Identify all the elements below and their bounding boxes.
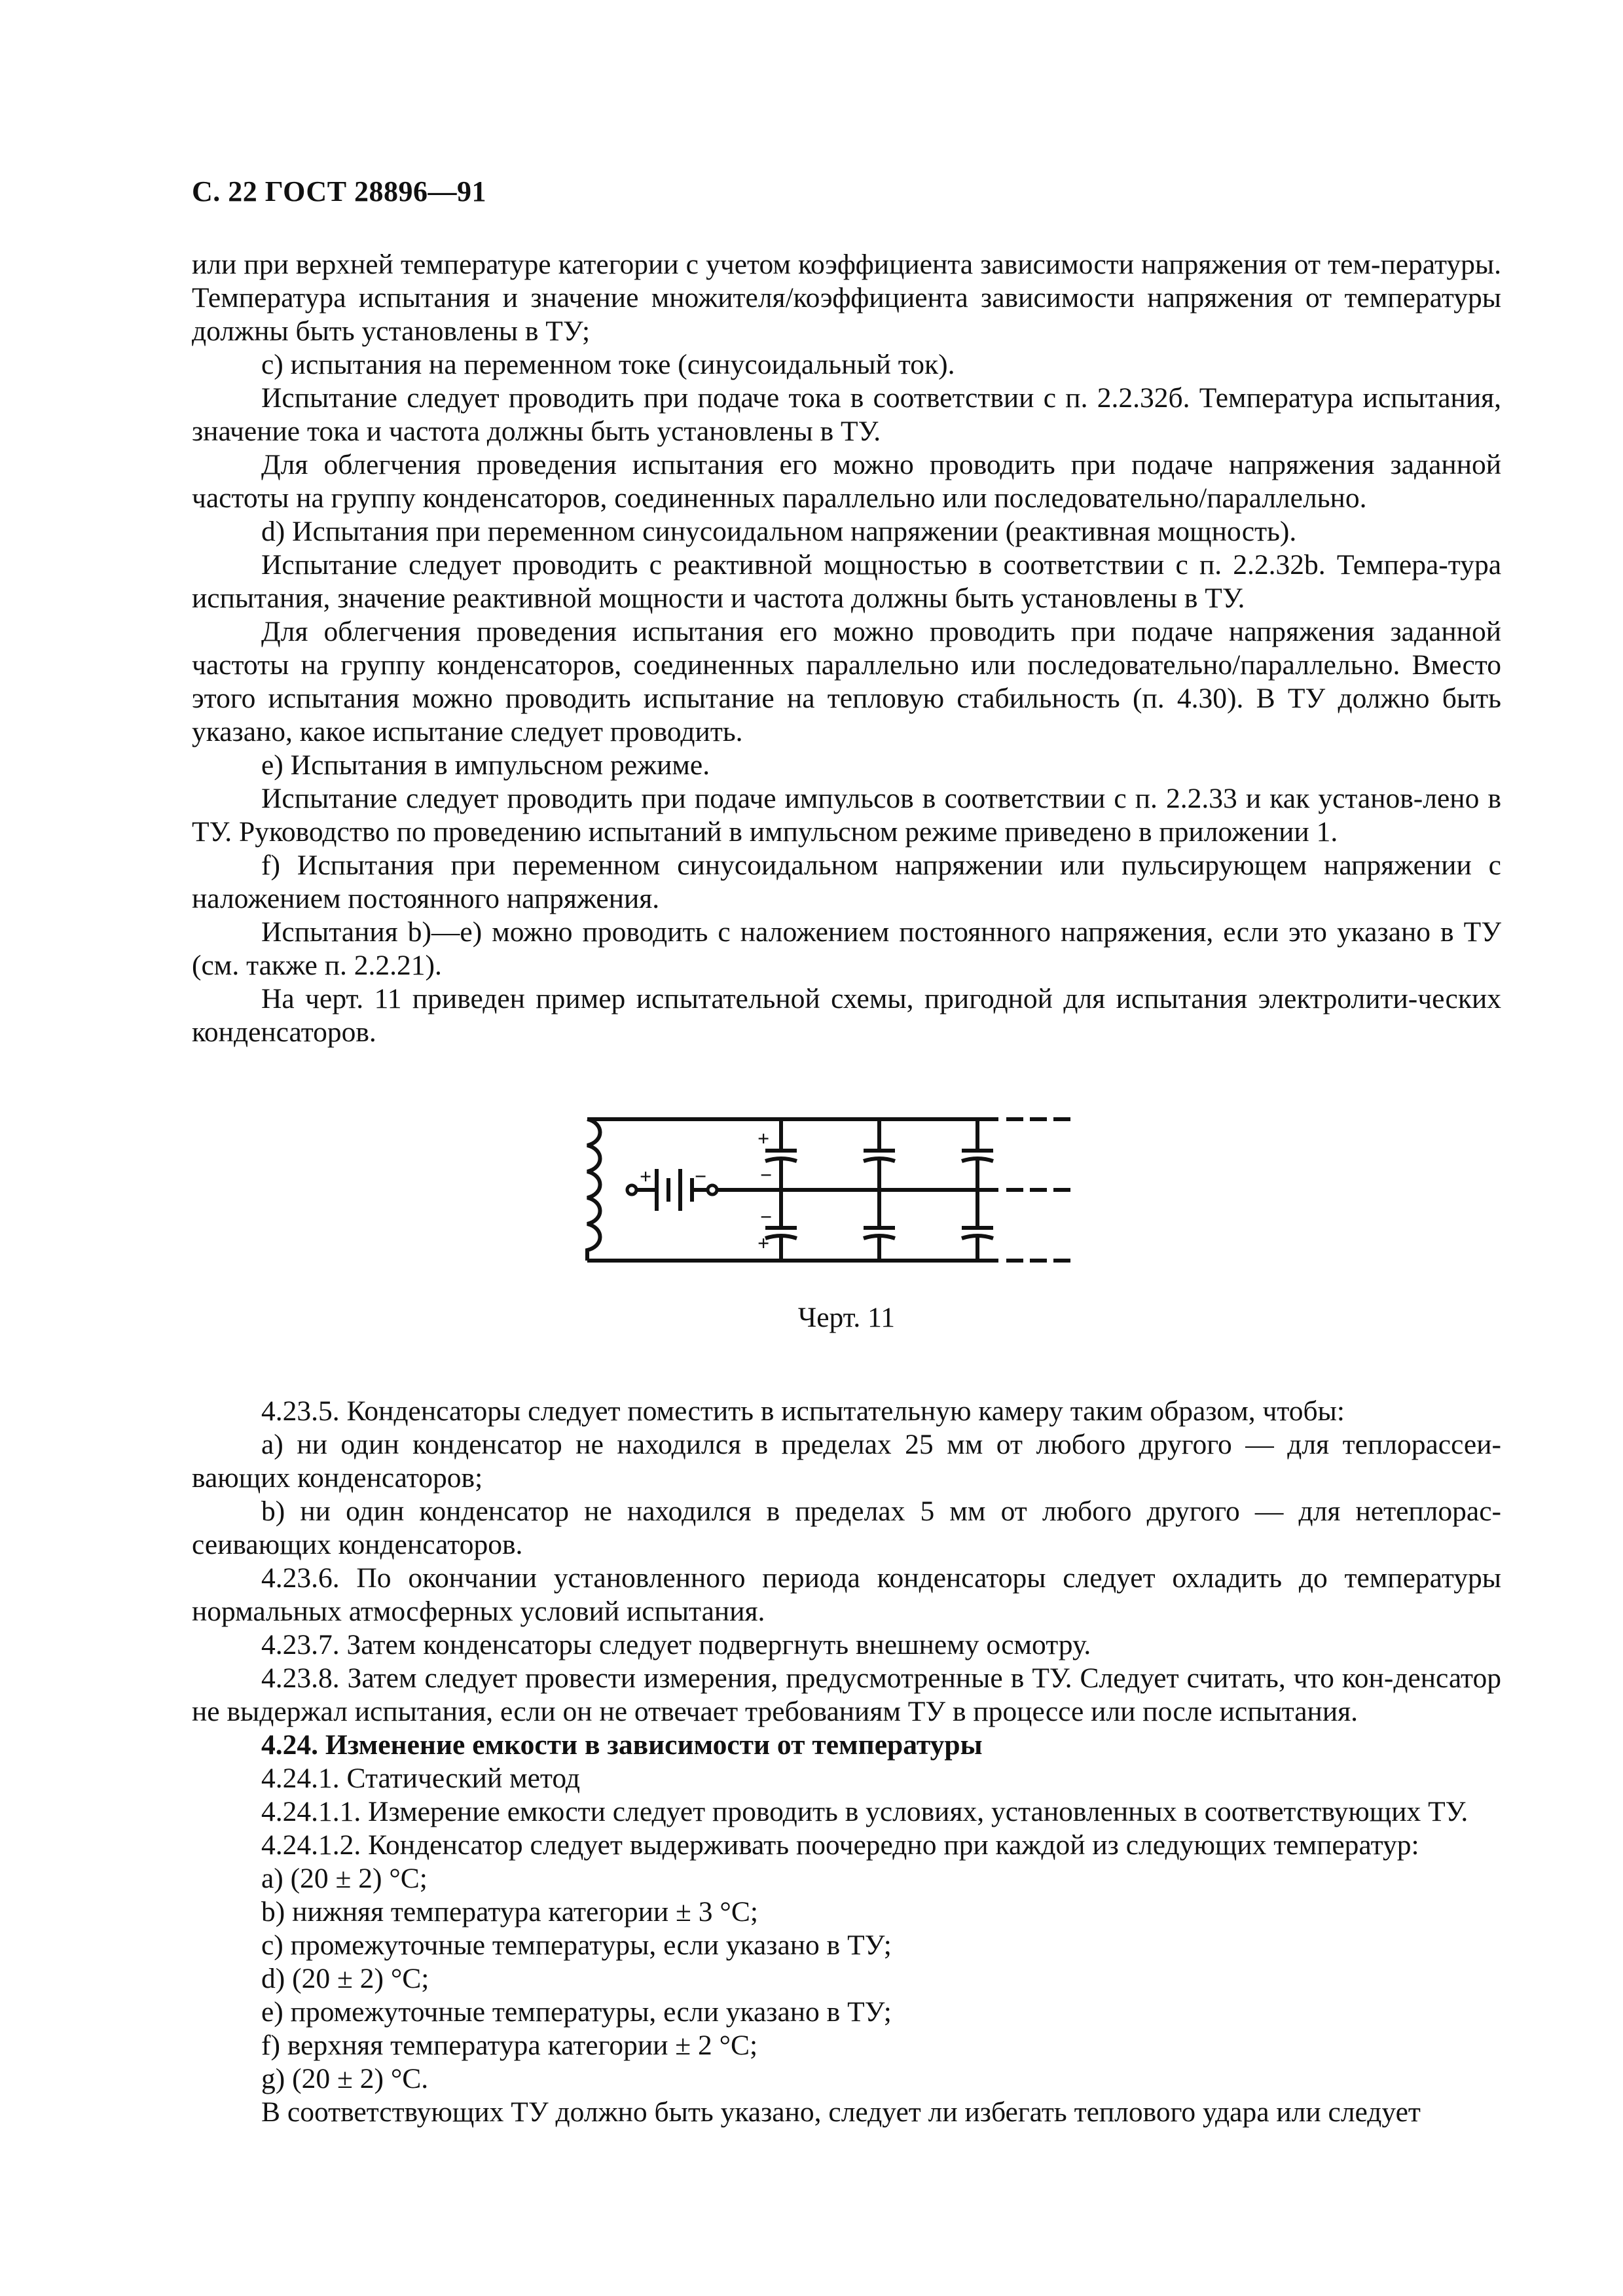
list-item: b) нижняя температура категории ± 3 °С;	[261, 1896, 758, 1928]
paragraph: Испытание следует проводить с реактивной мощностью в соответствии с п. 2.2.32b. Темпера-тура испытания, значение реактивной мощности и частота должны быть установлены в ТУ.	[192, 549, 1501, 614]
list-item: а) (20 ± 2) °С;	[261, 1863, 428, 1894]
paragraph: 4.23.5. Конденсаторы следует поместить в испытательную камеру таким образом, чтобы:	[261, 1395, 1345, 1427]
list-item: g) (20 ± 2) °С.	[261, 2063, 429, 2094]
list-item: d) (20 ± 2) °С;	[261, 1963, 429, 1994]
subsection-heading: 4.24.1. Статический метод	[261, 1763, 580, 1794]
paragraph: d) Испытания при переменном синусоидальном напряжении (реактивная мощность).	[261, 516, 1297, 547]
paragraph: Испытание следует проводить при подаче тока в соответствии с п. 2.2.32б. Температура испытания, значение тока и частота должны быть установлены в ТУ.	[192, 382, 1501, 447]
paragraph: е) Испытания в импульсном режиме.	[261, 749, 710, 781]
figure-11	[192, 1085, 1501, 1301]
paragraph: или при верхней температуре категории с учетом коэффициента зависимости напряжения от тем-пературы. Температура испытания и значение множителя/коэффициента зависимости напряжения от температуры должны быть установлены в ТУ;	[192, 249, 1501, 347]
list-item: с) промежуточные температуры, если указано в ТУ;	[261, 1929, 892, 1961]
paragraph: а) ни один конденсатор не находился в пределах 25 мм от любого другого — для теплорассеи-вающих конденсаторов;	[192, 1429, 1501, 1494]
coil-symbol	[587, 1119, 600, 1261]
polarity-label: −	[760, 1205, 773, 1229]
section-heading: 4.24. Изменение емкости в зависимости от температуры	[261, 1729, 983, 1761]
paragraph: 4.24.1.2. Конденсатор следует выдерживать поочередно при каждой из следующих температур:	[261, 1829, 1419, 1861]
page-header: С. 22 ГОСТ 28896—91	[192, 175, 487, 207]
paragraph: Для облегчения проведения испытания его можно проводить при подаче напряжения заданной частоты на группу конденсаторов, соединенных параллельно или последовательно/параллельно. Вместо этого испытания можно проводить испытание на тепловую стабильность (п. 4.30). В ТУ должно быть указано, какое испытание следует проводить.	[192, 616, 1501, 747]
paragraph: На черт. 11 приведен пример испытательной схемы, пригодной для испытания электролити-ческих конденсаторов.	[192, 983, 1501, 1048]
paragraph: 4.23.7. Затем конденсаторы следует подвергнуть внешнему осмотру.	[261, 1629, 1091, 1660]
polarity-label: +	[757, 1231, 770, 1255]
paragraph: Испытания b)—е) можно проводить с наложением постоянного напряжения, если это указано в ТУ (см. также п. 2.2.21).	[192, 916, 1501, 981]
list-item: е) промежуточные температуры, если указано в ТУ;	[261, 1996, 892, 2028]
paragraph: 4.24.1.1. Измерение емкости следует проводить в условиях, установленных в соответствующих ТУ.	[261, 1796, 1468, 1827]
polarity-label: −	[760, 1163, 773, 1187]
paragraph: f) Испытания при переменном синусоидальном напряжении или пульсирующем напряжении с наложением постоянного напряжения.	[192, 850, 1501, 914]
text-block-bottom	[192, 1395, 1501, 2129]
paragraph: Испытание следует проводить при подаче импульсов в соответствии с п. 2.2.33 и как установ-лено в ТУ. Руководство по проведению испытаний в импульсном режиме приведено в приложении 1.	[192, 783, 1501, 848]
paragraph: В соответствующих ТУ должно быть указано, следует ли избегать теплового удара или следует	[261, 2096, 1421, 2128]
polarity-label: +	[757, 1126, 770, 1150]
dashed-continuation	[1006, 1119, 1070, 1261]
test-circuit-diagram	[578, 1085, 1115, 1301]
figure-caption: Черт. 11	[797, 1302, 896, 1333]
paragraph: Для облегчения проведения испытания его можно проводить при подаче напряжения заданной частоты на группу конденсаторов, соединенных параллельно или последовательно/параллельно.	[192, 449, 1501, 514]
paragraph: 4.23.6. По окончании установленного периода конденсаторы следует охладить до температуры нормальных атмосферных условий испытания.	[192, 1562, 1501, 1627]
list-item: f) верхняя температура категории ± 2 °С;	[261, 2030, 758, 2061]
document-page	[192, 173, 1501, 2129]
paragraph: b) ни один конденсатор не находился в пределах 5 мм от любого другого — для нетеплорас-сеивающих конденсаторов.	[192, 1496, 1501, 1560]
paragraph: 4.23.8. Затем следует провести измерения, предусмотренные в ТУ. Следует считать, что кон-денсатор не выдержал испытания, если он не отвечает требованиям ТУ в процессе или после испытания.	[192, 1662, 1501, 1727]
paragraph: с) испытания на переменном токе (синусоидальный ток).	[261, 349, 955, 380]
battery-minus-label: −	[695, 1164, 707, 1188]
battery-plus-label: +	[640, 1164, 652, 1188]
text-block-top	[192, 248, 1501, 1049]
